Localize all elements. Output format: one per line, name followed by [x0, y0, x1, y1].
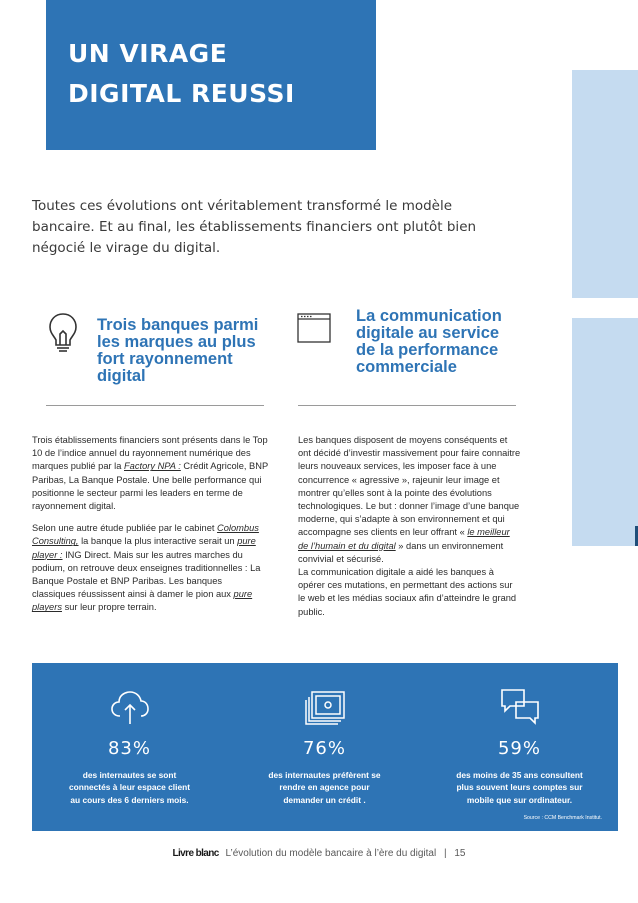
- title-line-1: UN VIRAGE: [68, 39, 228, 68]
- title-banner: [46, 0, 376, 150]
- intro-paragraph: Toutes ces évolutions ont véritablement transformé le modèle bancaire. Et au final, les établissements financiers ont plutôt bien négocié le virage du digital.: [32, 198, 477, 256]
- side-decoration-top: [572, 70, 638, 298]
- stat-description: des moins de 35 ans consultent plus souvent leurs comptes sur mobile que sur ordinateur.: [456, 770, 583, 805]
- left-paragraph-1: Trois établissements financiers sont présents dans le Top 10 de l’indice annuel du rayonnement numérique des marques publié par la Factory NPA : Crédit Agricole, BNP Paribas, La Banque Postale. Une belle performance qui positionne le secteur parmi les leaders en terme de rayonnement digital.: [32, 435, 268, 512]
- chat-bubbles-icon: [500, 688, 540, 731]
- right-column-text: [298, 434, 522, 628]
- page-title: [68, 34, 295, 114]
- right-feature-title: La communication digitale au service de la performance commerciale: [356, 307, 502, 376]
- side-decoration-bottom: [572, 318, 638, 546]
- right-divider: [298, 405, 516, 406]
- lightbulb-icon: [48, 312, 78, 359]
- title-line-2: DIGITAL REUSSI: [68, 79, 295, 108]
- cloud-upload-icon: [110, 688, 150, 731]
- footer-title: L’évolution du modèle bancaire à l’ère du digital: [225, 848, 437, 859]
- stat-value: 83%: [107, 738, 151, 759]
- stat-description: des internautes se sont connectés à leur espace client au cours des 6 derniers mois.: [68, 770, 191, 805]
- left-feature-title: Trois banques parmi les marques au plus fort rayonnement digital: [97, 316, 259, 385]
- statistics-band: [32, 663, 618, 831]
- stat-description: des internautes préfèrent se rendre en agence pour demander un crédit .: [268, 770, 381, 805]
- source-note: Source : CCM Benchmark Institut.: [523, 815, 602, 821]
- page-footer: [0, 848, 638, 859]
- right-paragraph-1: Les banques disposent de moyens conséquents et ont décidé d’investir massivement pour faire connaitre leurs nouveaux services, les imposer face à une concurrence « agressive », rajeunir leur image et montrer qu’elles sont à la pointe des évolutions technologiques. Le but : donner l’image d’une banque moderne, qui s’adapte à son environnement et qui accompagne ses clients en leur offrant « le meilleur de l’humain et du digital » dans un environnement convivial et sécurisé. La communication digitale a aidé les banques à opérer ces mutations, en permettant des actions sur le web et les médias sociaux afin d’atteindre le grand public.: [298, 435, 521, 617]
- page-number: 15: [454, 848, 466, 859]
- stat-value: 76%: [302, 738, 346, 759]
- left-divider: [46, 405, 264, 406]
- left-column-text: [32, 434, 268, 624]
- footer-separator: |: [443, 848, 447, 859]
- browser-window-icon: [297, 313, 331, 348]
- left-paragraph-2: Selon une autre étude publiée par le cabinet Colombus Consulting, la banque la plus interactive serait un pure player : ING Direct. Mais sur les autres marches du podium, on retrouve deux enseignes traditionnelles : La Banque Postale et BNP Paribas. Les banques classiques réussissent ainsi à damer le pion aux pure players sur leur propre terrain.: [32, 523, 261, 613]
- footer-brand: Livre blanc: [172, 848, 219, 859]
- stat-value: 59%: [497, 738, 541, 759]
- banknotes-icon: [304, 688, 346, 731]
